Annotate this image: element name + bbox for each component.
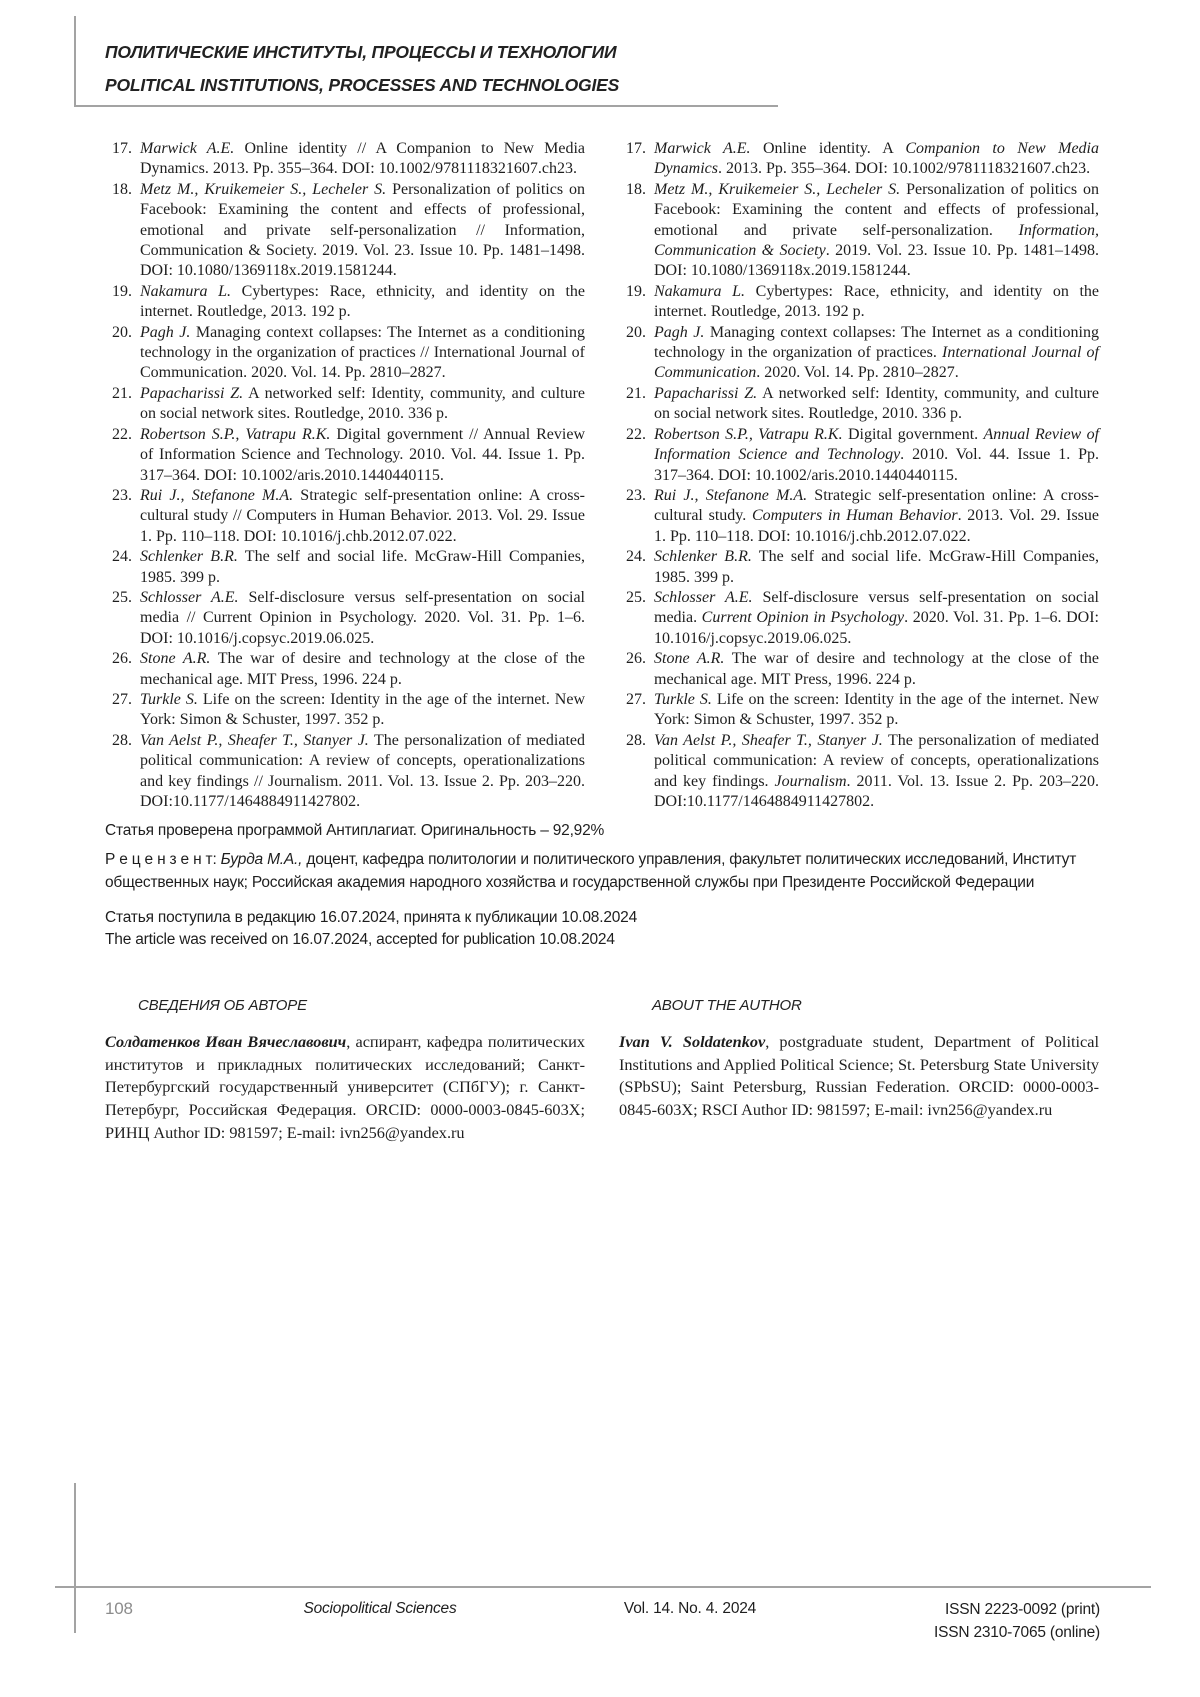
text-run: . 2013. Vol. 29. Issue 1. Pp. 110–118. DOI: 10.1016/j.chb.2012.07.022. (654, 507, 1099, 545)
text-run: Personalization of politics on Facebook: Examining the content and effects of professional, emotional and private self-personalization. (654, 180, 1099, 239)
author-bio-en (619, 1031, 1099, 1122)
reference-item (105, 323, 585, 384)
text-run: , аспирант, кафедра политических институтов и прикладных политических исследований; Санкт-Петербургский государственный университет (СПбГУ); г. Санкт-Петербург, Российская Федерация. ORCID: 0000-0003-0845-603X; РИНЦ Author ID: 981597; E-mail: ivn256@yandex.ru (105, 1032, 585, 1142)
text-run: Managing context collapses: The Internet as a conditioning technology in the organization of practices. (654, 323, 1100, 362)
section-title-en: POLITICAL INSTITUTIONS, PROCESSES AND TECHNOLOGIES (105, 75, 620, 95)
reference-item (619, 384, 1099, 425)
text-run: A networked self: Identity, community, and culture on social network sites. Routledge, 2010. 336 p. (654, 384, 1099, 423)
received-note-en: The article was received on 16.07.2024, accepted for publication 10.08.2024 (105, 931, 615, 949)
text-run: Digital government // Annual Review of Information Science and Technology. 2010. Vol. 44. Issue 1. Pp. 317–364. DOI: 10.1002/aris.2010.1440440115. (140, 425, 585, 484)
text-run: Marwick A.E. (140, 140, 235, 157)
author-info-russian (105, 997, 585, 1145)
reference-number: 17. (112, 140, 132, 157)
text-run: The war of desire and technology at the close of the mechanical age. MIT Press, 1996. 224 p. (140, 650, 586, 688)
text-run: Turkle S. (654, 690, 712, 708)
reference-item (105, 282, 585, 323)
text-run: Rui J., Stefanone M.A. (140, 486, 294, 504)
text-run: Self-disclosure versus self-presentation on social media. (654, 588, 1099, 627)
page-number: 108 (105, 1599, 133, 1618)
reference-number: 25. (112, 588, 132, 606)
volume-info: Vol. 14. No. 4. 2024 (623, 1600, 757, 1617)
reference-number: 28. (112, 731, 132, 749)
text-run: . 2010. Vol. 44. Issue 1. Pp. 317–364. DOI: 10.1002/aris.2010.1440440115. (654, 446, 1099, 484)
reference-number: 23. (626, 486, 646, 504)
reference-item (619, 323, 1099, 384)
reference-number: 23. (112, 486, 132, 504)
text-run: Strategic self-presentation online: A cross-cultural study. (654, 486, 1100, 525)
text-run: доцент, кафедра политологии и политического управления, факультет политических исследований, Институт общественных наук; Российская академия народного хозяйства и государственной службы при Президенте Российской Федерации (105, 851, 1077, 891)
about-the-author-section (105, 997, 1099, 1145)
issn-online: ISSN 2310-7065 (online) (933, 1624, 1100, 1641)
text-run: Marwick A.E. (654, 140, 751, 157)
reference-number: 22. (112, 425, 132, 443)
reference-number: 24. (626, 548, 646, 566)
text-run: Strategic self-presentation online: A cross-cultural study // Computers in Human Behavior. 2013. Vol. 29. Issue 1. Pp. 110–118. DOI: 10.1016/j.chb.2012.07.022. (140, 486, 586, 545)
reference-number: 27. (112, 690, 132, 708)
text-run: Stone A.R. (654, 650, 725, 668)
antiplagiat-note: Статья проверена программой Антиплагиат. Оригинальность – 92,92% (105, 822, 605, 839)
text-run: Schlosser A.E. (654, 588, 753, 606)
reference-number: 25. (626, 588, 646, 606)
reference-number: 19. (112, 282, 132, 300)
text-run: Journalism (774, 772, 847, 790)
reference-number: 22. (626, 425, 646, 443)
text-run: Nakamura L. (654, 282, 746, 300)
margin-line-top (74, 16, 76, 106)
journal-title: Sociopolitical Sciences (303, 1600, 457, 1617)
issn-block (860, 1598, 1100, 1644)
text-run: The self and social life. McGraw-Hill Companies, 1985. 399 p. (654, 548, 1099, 586)
reference-item (105, 180, 585, 282)
text-run: The self and social life. McGraw-Hill Companies, 1985. 399 p. (140, 548, 585, 586)
about-author-heading-ru: СВЕДЕНИЯ ОБ АВТОРЕ (138, 997, 307, 1014)
text-run: Robertson S.P., Vatrapu R.K. (140, 425, 331, 443)
text-run: Metz M., Kruikemeier S., Lecheler S. (140, 180, 387, 198)
references-column-english-style (619, 139, 1099, 812)
text-run: The personalization of mediated political communication: A review of concepts, operationalizations and key findings // Journalism. 2011. Vol. 13. Issue 2. Pp. 203–220. DOI:10.1177/1464884911427802. (140, 731, 585, 810)
margin-line-bottom (74, 1483, 76, 1633)
section-title-ru: ПОЛИТИЧЕСКИЕ ИНСТИТУТЫ, ПРОЦЕССЫ И ТЕХНОЛОГИИ (105, 42, 617, 62)
text-run: Бурда М.А., (220, 851, 303, 869)
text-run: , postgraduate student, Department of Political Institutions and Applied Political Science; St. Petersburg State University (SPbSU); Saint Petersburg, Russian Federation. ORCID: 0000-0003-0845-603X; RSCI Author ID: 981597; E-mail: ivn256@yandex.ru (619, 1032, 1099, 1120)
reference-number: 27. (626, 690, 646, 708)
received-note-ru: Статья поступила в редакцию 16.07.2024, принята к публикации 10.08.2024 (105, 908, 638, 926)
reference-item (619, 588, 1099, 649)
header-rule (74, 105, 778, 107)
reference-number: 17. (626, 140, 646, 157)
text-run: Annual Review of Information Science and Technology (654, 425, 1100, 464)
text-run: Current Opinion in Psychology (701, 609, 905, 627)
reference-item (105, 486, 585, 547)
text-run: Ivan V. Soldatenkov (619, 1032, 766, 1051)
reference-number: 20. (112, 323, 132, 341)
reference-item (105, 731, 585, 813)
reference-item (619, 180, 1099, 282)
text-run: Schlenker B.R. (654, 548, 752, 566)
text-run: Online identity. A (750, 140, 906, 157)
reference-item (619, 425, 1099, 486)
text-run: . 2013. Pp. 355–364. DOI: 10.1002/9781118321607.ch23. (717, 160, 1091, 178)
reference-number: 28. (626, 731, 646, 749)
references-column-russian-style (105, 139, 585, 812)
reference-lists (105, 139, 1099, 812)
author-bio-ru (105, 1031, 585, 1145)
reference-number: 26. (112, 650, 132, 668)
reference-item (105, 690, 585, 731)
text-run: A networked self: Identity, community, and culture on social network sites. Routledge, 2010. 336 p. (140, 384, 585, 423)
text-run: The war of desire and technology at the close of the mechanical age. MIT Press, 1996. 224 p. (654, 650, 1100, 688)
text-run: Schlenker B.R. (140, 548, 238, 566)
reference-item (105, 139, 585, 180)
text-run: . 2019. Vol. 23. Issue 10. Pp. 1481–1498. DOI: 10.1080/1369118x.2019.1581244. (654, 242, 1099, 280)
text-run: Van Aelst P., Sheafer T., Stanyer J. (140, 731, 369, 749)
reference-number: 21. (112, 384, 132, 402)
text-run: Schlosser A.E. (140, 588, 239, 606)
issn-print: ISSN 2223-0092 (print) (945, 1601, 1100, 1618)
text-run: Online identity // A Companion to New Media Dynamics. 2013. Pp. 355–364. DOI: 10.1002/9781118321607.ch23. (140, 140, 585, 178)
author-info-english (619, 997, 1099, 1145)
text-run: Stone A.R. (140, 650, 211, 668)
reference-item (105, 425, 585, 486)
footer-rule (55, 1586, 1151, 1588)
text-run: The personalization of mediated political communication: A review of concepts, operationalizations and key findings. (654, 731, 1099, 790)
text-run: Self-disclosure versus self-presentation on social media // Current Opinion in Psychology. 2020. Vol. 31. Pp. 1–6. DOI: 10.1016/j.copsyc.2019.06.025. (140, 588, 585, 647)
text-run: Information, Communication & Society (654, 221, 1099, 260)
text-run: Metz M., Kruikemeier S., Lecheler S. (654, 180, 901, 198)
reference-item (105, 384, 585, 425)
text-run: Computers in Human Behavior (751, 507, 958, 525)
text-run: Turkle S. (140, 690, 198, 708)
received-dates (105, 907, 1099, 952)
text-run: Life on the screen: Identity in the age of the internet. New York: Simon & Schuster, 1997. 352 p. (140, 690, 586, 729)
reference-item (105, 547, 585, 588)
text-run: Digital government. (842, 425, 984, 443)
text-run: . 2020. Vol. 31. Pp. 1–6. DOI: 10.1016/j.copsyc.2019.06.025. (654, 609, 1100, 647)
text-run: . 2020. Vol. 14. Pp. 2810–2827. (756, 364, 959, 382)
reference-number: 26. (626, 650, 646, 668)
reference-item (105, 649, 585, 690)
reference-number: 19. (626, 282, 646, 300)
reference-number: 24. (112, 548, 132, 566)
text-run: Nakamura L. (140, 282, 232, 300)
text-run: Cybertypes: Race, ethnicity, and identity on the internet. Routledge, 2013. 192 p. (140, 282, 586, 321)
text-run: Солдатенков Иван Вячеславович (105, 1032, 347, 1051)
text-run: Pagh J. (654, 323, 705, 341)
text-run: Life on the screen: Identity in the age of the internet. New York: Simon & Schuster, 1997. 352 p. (654, 690, 1100, 729)
reference-number: 21. (626, 384, 646, 402)
text-run: Р е ц е н з е н т: (105, 851, 221, 869)
text-run: Companion to New Media Dynamics (654, 140, 1099, 178)
about-author-heading-en: ABOUT THE AUTHOR (652, 997, 802, 1014)
text-run: Cybertypes: Race, ethnicity, and identity on the internet. Routledge, 2013. 192 p. (654, 282, 1100, 321)
reference-number: 20. (626, 323, 646, 341)
reference-item (105, 588, 585, 649)
reviewer-note (105, 849, 1099, 894)
text-run: Managing context collapses: The Internet as a conditioning technology in the organization of practices // International Journal of Communication. 2020. Vol. 14. Pp. 2810–2827. (140, 323, 586, 382)
reference-item (619, 690, 1099, 731)
reference-item (619, 486, 1099, 547)
article-notes (105, 820, 1099, 951)
text-run: International Journal of Communication (654, 344, 1100, 382)
text-run: . 2011. Vol. 13. Issue 2. Pp. 203–220. DOI:10.1177/1464884911427802. (654, 772, 1099, 810)
reference-item (619, 282, 1099, 323)
reference-item (619, 731, 1099, 813)
text-run: Papacharissi Z. (654, 384, 758, 402)
reference-number: 18. (626, 180, 646, 198)
text-run: Personalization of politics on Facebook: Examining the content and effects of professional, emotional and private self-personalization // Information, Communication & Society. 2019. Vol. 23. Issue 10. Pp. 1481–1498. DOI: 10.1080/1369118x.2019.1581244. (140, 180, 585, 280)
reference-item (619, 649, 1099, 690)
text-run: Pagh J. (140, 323, 191, 341)
text-run: Robertson S.P., Vatrapu R.K. (654, 425, 843, 443)
running-head (105, 36, 619, 102)
reference-item (619, 139, 1099, 180)
text-run: Papacharissi Z. (140, 384, 244, 402)
reference-number: 18. (112, 180, 132, 198)
reference-item (619, 547, 1099, 588)
text-run: Rui J., Stefanone M.A. (654, 486, 808, 504)
text-run: Van Aelst P., Sheafer T., Stanyer J. (654, 731, 883, 749)
